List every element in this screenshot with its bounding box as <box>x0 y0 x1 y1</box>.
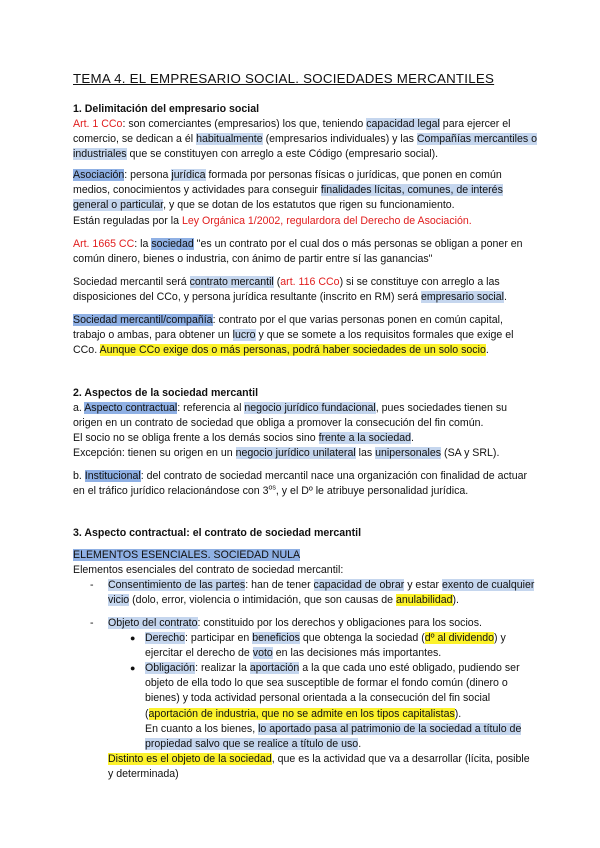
highlighted-text-span: Aunque CCo exige dos o más personas, podrá haber sociedades de un solo socio <box>99 344 486 357</box>
text-span: ). <box>454 707 462 720</box>
text-span: . <box>358 738 362 751</box>
text-span: , pues sociedades tienen su origen en un contrato de sociedad que obliga a promover la consecución del fin común. <box>73 402 508 430</box>
text-span: . <box>485 344 489 357</box>
s1-paragraph-art1-cco <box>73 117 538 163</box>
text-span: Sociedad mercantil será <box>73 276 190 288</box>
elementos-esenciales-banner: ELEMENTOS ESENCIALES. SOCIEDAD NULA <box>73 549 301 561</box>
superscript-os: os <box>268 484 276 492</box>
document-title: TEMA 4. EL EMPRESARIO SOCIAL. SOCIEDADES MERCANTILES <box>73 71 495 86</box>
highlighted-text-span: habitualmente <box>196 133 263 146</box>
text-span: "es un contrato por el cual dos o más personas se obligan a poner en común dinero, bienes o industria, con ánimo de partir entre sí las ganancias" <box>73 238 523 266</box>
highlighted-text-span: sociedad <box>151 238 194 250</box>
text-span: ) si se constituye con arreglo a las disposiciones del CCo, y persona jurídica resultante (inscrito en RM) será <box>73 276 500 304</box>
text-span: : son comerciantes (empresarios) los que, teniendo <box>122 118 367 130</box>
text-span: : participar en <box>185 632 253 644</box>
s3-consentimiento <box>108 578 538 608</box>
text-span: (empresarios individuales) y las <box>262 133 417 146</box>
text-span: en las decisiones más importantes. <box>272 647 442 660</box>
text-span: . <box>411 432 414 444</box>
s3-intro: Elementos esenciales del contrato de sociedad mercantil: <box>73 564 344 576</box>
highlighted-text-span: Compañías mercantiles o industriales <box>73 133 538 161</box>
highlighted-text-span: capacidad de obrar <box>313 579 405 591</box>
s1-paragraph-asociacion <box>73 168 538 214</box>
highlighted-text-span: unipersonales <box>375 447 442 459</box>
highlighted-text-span: dº al dividendo <box>424 632 495 644</box>
s3-derecho <box>145 631 537 661</box>
s1-paragraph-art1665 <box>73 237 538 267</box>
highlighted-text-span: lo aportado pasa al patrimonio de la sociedad a título de propiedad salvo que se realice a título de uso <box>145 723 522 751</box>
dash-marker: - <box>90 617 94 629</box>
text-span: (SA y SRL). <box>441 447 500 459</box>
s3-objeto-sociedad <box>108 752 533 782</box>
highlighted-text-span: beneficios <box>252 632 300 644</box>
s1-paragraph-ley-organica <box>73 214 538 229</box>
text-span: y estar <box>404 579 442 591</box>
text-span: b. <box>73 470 85 482</box>
highlighted-text-span: Aspecto contractual <box>84 402 178 414</box>
text-span: : realizar la <box>195 662 250 674</box>
highlighted-text-span: capacidad legal <box>366 118 440 130</box>
highlighted-text-span: exento de cualquier vicio <box>108 579 535 607</box>
s3-obligacion <box>145 661 537 722</box>
text-span: . <box>504 291 507 304</box>
highlighted-text-span: aportación de industria, que no se admite en los tipos capitalistas <box>148 707 455 720</box>
highlighted-text-span: lucro <box>232 329 256 342</box>
text-span: que obtenga la sociedad ( <box>299 632 425 644</box>
highlighted-text-span: negocio jurídico fundacional <box>244 402 376 414</box>
highlighted-text-span: Art. 1665 CC <box>73 238 135 250</box>
highlighted-text-span: Institucional <box>84 470 141 482</box>
highlighted-text-span: Consentimiento de las partes <box>108 579 246 591</box>
s1-paragraph-compania <box>73 313 538 359</box>
dash-marker: - <box>90 579 94 591</box>
highlighted-text-span: frente a la sociedad <box>318 432 412 444</box>
text-span: formada por personas físicas o jurídicas, que ponen en común medios, conocimientos y actividades para conseguir <box>73 169 502 197</box>
highlighted-text-span: Art. 1 CCo <box>73 118 123 130</box>
s2-institucional <box>73 469 538 499</box>
text-span: : referencia al <box>177 402 245 414</box>
highlighted-text-span: negocio jurídico unilateral <box>235 447 356 459</box>
text-span: , y que se dotan de los estatutos que rigen su funcionamiento. <box>163 199 455 212</box>
s3-bienes <box>145 722 537 752</box>
highlighted-text-span: voto <box>252 647 273 660</box>
text-span: , que es la actividad que va a desarrollar (lícita, posible y determinada) <box>108 753 530 781</box>
s3-objeto-contrato <box>108 616 538 631</box>
text-span: El socio no se obliga frente a los demás socios sino <box>73 432 319 444</box>
bullet-marker: ● <box>130 663 136 673</box>
highlighted-text-span: Sociedad mercantil/compañía <box>73 314 213 326</box>
highlighted-text-span: anulabilidad <box>395 594 453 607</box>
text-span: que se constituyen con arreglo a este Código (empresario social). <box>126 148 439 161</box>
s2-aspecto-contractual <box>73 401 538 431</box>
text-span: : persona <box>124 169 172 181</box>
text-span: : han de tener <box>245 579 314 591</box>
text-span: las <box>355 447 376 459</box>
highlighted-text-span: finalidades lícitas, comunes, de interés general o particular <box>73 184 503 212</box>
highlighted-text-span: Distinto es el objeto de la sociedad <box>108 753 272 765</box>
section-2-heading: 2. Aspectos de la sociedad mercantil <box>73 387 259 399</box>
highlighted-text-span: contrato mercantil <box>189 276 274 288</box>
text-span: ). <box>452 594 460 607</box>
section-1-heading: 1. Delimitación del empresario social <box>73 103 260 115</box>
highlighted-text-span: Objeto del contrato <box>108 617 198 629</box>
text-span: Están reguladas por la <box>73 215 182 227</box>
highlighted-text-span: empresario social <box>420 291 505 304</box>
text-span: Excepción: tienen su origen en un <box>73 447 236 459</box>
text-span: : contrato por el que varias personas ponen en común capital, trabajo o ambas, para obtener un <box>73 314 503 342</box>
elements-banner-wrap <box>73 548 300 563</box>
section-3-heading: 3. Aspecto contractual: el contrato de sociedad mercantil <box>73 527 362 539</box>
highlighted-text-span: aportación <box>249 662 300 674</box>
s1-paragraph-sociedad-mercantil <box>73 275 538 305</box>
text-span: , y el Dº le atribuye personalidad jurídica. <box>275 485 469 498</box>
text-span: : constituido por los derechos y obligaciones para los socios. <box>197 617 482 629</box>
text-span: ) y ejercitar el derecho de <box>145 632 506 660</box>
text-span: : la <box>134 238 152 250</box>
text-span: (dolo, error, violencia o intimidación, que son causas de <box>129 594 396 607</box>
highlighted-text-span: Obligación <box>145 662 196 674</box>
highlighted-text-span: jurídica <box>171 169 206 181</box>
text-span: y que se somete a los requisitos formales que exige el CCo. <box>73 329 514 357</box>
text-span: a. <box>73 402 85 414</box>
text-span: En cuanto a los bienes, <box>145 723 259 735</box>
text-span: : del contrato de sociedad mercantil nace una organización con finalidad de actuar en el tráfico jurídico relacionándose con 3 <box>73 470 528 498</box>
s2-excepcion <box>73 446 538 461</box>
text-span: ( <box>273 276 281 288</box>
bullet-marker: ● <box>130 633 136 643</box>
highlighted-text-span: Asociación <box>73 169 125 181</box>
highlighted-text-span: Ley Orgánica 1/2002, regulardora del Derecho de Asociación. <box>181 215 472 227</box>
highlighted-text-span: art. 116 CCo <box>280 276 340 288</box>
text-span: para ejercer el comercio, se dedican a él <box>73 118 511 146</box>
text-span: a la que cada uno esté obligado, pudiendo ser objeto de ella todo lo que sea susceptible de formar el fondo común (dinero o bienes) y toda actividad personal orientada a la consecución del fin social ( <box>145 662 520 720</box>
s2-socio-obligacion <box>73 431 538 446</box>
highlighted-text-span: Derecho <box>145 632 186 644</box>
